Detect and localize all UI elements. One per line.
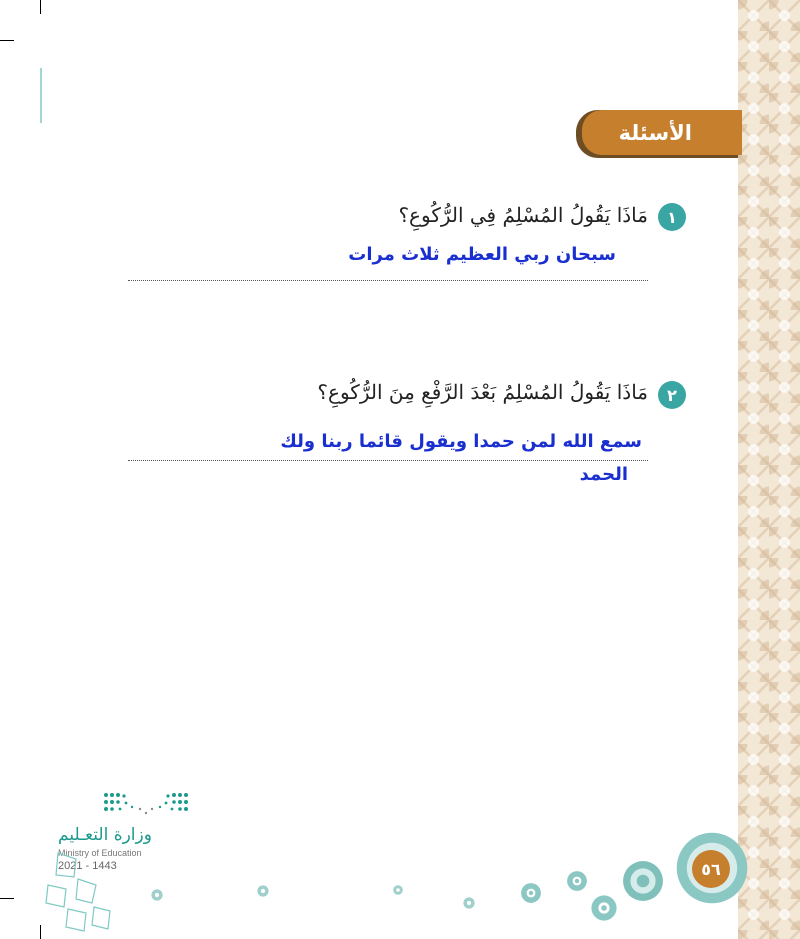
answer-2-line-2[interactable]: الحمد	[579, 464, 628, 485]
question-text-1: مَاذَا يَقُولُ المُسْلِمُ فِي الرُّكُوعِ؟	[398, 203, 648, 227]
geometric-outline-decoration	[38, 845, 118, 935]
decorative-side-pattern	[738, 0, 800, 939]
crop-mark	[0, 40, 14, 41]
edition-year: 2021 - 1443	[58, 860, 117, 872]
section-title: الأسئلة	[618, 120, 692, 145]
flower-ornament	[520, 882, 542, 904]
flower-ornament	[150, 888, 164, 902]
question-number-2: ٢	[658, 381, 686, 409]
crop-mark	[40, 0, 41, 14]
ministry-name-arabic: وزارة التعـليم	[58, 825, 152, 845]
flower-ornament	[392, 884, 404, 896]
flower-ornament	[462, 896, 476, 910]
decorative-teal-line	[40, 68, 42, 123]
page-number: ٥٦	[692, 850, 730, 888]
flower-ornament	[256, 884, 270, 898]
answer-line-1	[128, 280, 648, 281]
flower-ornament	[622, 860, 664, 902]
section-header	[582, 110, 742, 155]
answer-2-line-1[interactable]: سمع الله لمن حمدا ويقول قائما ربنا ولك	[280, 431, 642, 452]
crop-mark	[0, 898, 14, 899]
answer-1-line-1[interactable]: سبحان ربي العظيم ثلاث مرات	[348, 244, 616, 265]
ministry-name-english: Ministry of Education	[58, 848, 142, 858]
flower-ornament	[566, 870, 588, 892]
ministry-logo-icon	[102, 791, 190, 819]
question-number-1: ١	[658, 203, 686, 231]
flower-ornament	[590, 894, 618, 922]
question-text-2: مَاذَا يَقُولُ المُسْلِمُ بَعْدَ الرَّفْعِ مِنَ الرُّكُوعِ؟	[317, 380, 648, 404]
